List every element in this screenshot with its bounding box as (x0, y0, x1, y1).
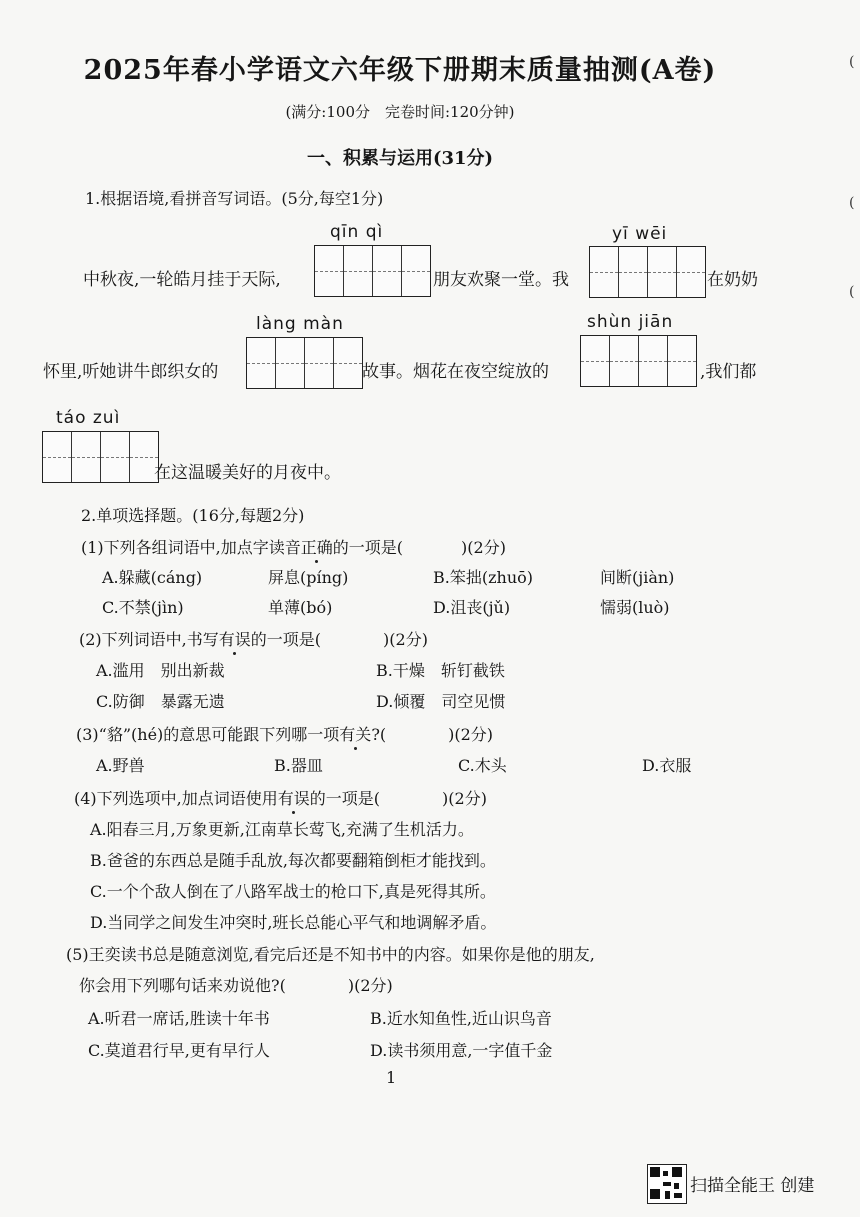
q2-2-stem: (2)下列词语中,书写有误的一项是( )(2分) (79, 627, 428, 650)
q2-5-option-d[interactable]: D.读书须用意,一字值千金 (370, 1041, 553, 1060)
q2-2-option-d[interactable]: D.倾覆 司空见惯 (376, 692, 506, 711)
q1-text-3: 在奶奶 (707, 270, 758, 290)
q1-text-4: 怀里,听她讲牛郎织女的 (43, 362, 219, 382)
q2-5-option-c[interactable]: C.莫道君行早,更有早行人 (88, 1041, 270, 1060)
q2-3-option-b[interactable]: B.器皿 (274, 756, 323, 775)
exam-subtitle: (满分:100分 完卷时间:120分钟) (285, 103, 515, 121)
q2-prompt: 2.单项选择题。(16分,每题2分) (81, 506, 305, 525)
qr-code-icon (647, 1164, 687, 1204)
pinyin-3: làng màn (256, 314, 344, 334)
q1-text-6: ,我们都 (700, 362, 757, 382)
q2-1-option-a2: 屏息(píng) (268, 568, 349, 587)
edge-mark: ( (849, 54, 855, 70)
q2-4-option-c[interactable]: C.一个个敌人倒在了八路军战士的枪口下,真是死得其所。 (90, 882, 496, 901)
pinyin-1: qīn qì (330, 222, 384, 242)
scanner-watermark: 扫描全能王 创建 (690, 1176, 815, 1196)
q1-text-2: 朋友欢聚一堂。我 (433, 270, 569, 290)
q2-1-stem: (1)下列各组词语中,加点字读音正确的一项是( )(2分) (81, 535, 506, 558)
emphasis-dots: 有误 (278, 786, 310, 809)
q1-text-7: 在这温暖美好的月夜中。 (154, 463, 341, 483)
q2-1-option-d2: 懦弱(luò) (600, 598, 670, 617)
q2-3-option-c[interactable]: C.木头 (458, 756, 507, 775)
answer-grid-1[interactable] (314, 245, 431, 297)
q2-1-option-d[interactable]: D.沮丧(jǔ) (433, 598, 511, 617)
answer-grid-4[interactable] (580, 335, 697, 387)
q2-5-option-b[interactable]: B.近水知鱼性,近山识鸟音 (370, 1009, 552, 1028)
q2-3-stem: (3)“貉”(hé)的意思可能跟下列哪一项有关?( )(2分) (76, 722, 493, 745)
q2-1-option-b2: 间断(jiàn) (600, 568, 675, 587)
q1-text-5: 故事。烟花在夜空绽放的 (362, 362, 549, 382)
emphasis-dots: 正确 (301, 535, 333, 558)
pinyin-4: shùn jiān (587, 312, 674, 332)
q2-1-option-b[interactable]: B.笨拙(zhuō) (433, 568, 534, 587)
pinyin-5: táo zuì (56, 408, 121, 428)
q2-5-stem: (5)王奕读书总是随意浏览,看完后还是不知书中的内容。如果你是他的朋友, (66, 945, 595, 964)
pinyin-2: yī wēi (612, 224, 668, 244)
q2-5-option-a[interactable]: A.听君一席话,胜读十年书 (88, 1009, 270, 1028)
q1-text-1: 中秋夜,一轮皓月挂于天际, (83, 270, 281, 290)
q2-2-option-a[interactable]: A.滥用 别出新裁 (96, 661, 225, 680)
edge-mark: ( (849, 284, 855, 300)
q2-2-option-c[interactable]: C.防御 暴露无遗 (96, 692, 225, 711)
answer-grid-5[interactable] (42, 431, 159, 483)
edge-mark: ( (849, 195, 855, 211)
q2-3-option-a[interactable]: A.野兽 (96, 756, 145, 775)
q2-4-option-b[interactable]: B.爸爸的东西总是随手乱放,每次都要翻箱倒柜才能找到。 (90, 851, 496, 870)
q2-5-stem-2: 你会用下列哪句话来劝说他?( )(2分) (79, 976, 393, 995)
exam-title: 2025年春小学语文六年级下册期末质量抽测(A卷) (83, 55, 717, 86)
q2-1-option-a[interactable]: A.躲藏(cáng) (102, 568, 203, 587)
q1-prompt: 1.根据语境,看拼音写词语。(5分,每空1分) (85, 189, 384, 208)
page-number: 1 (386, 1068, 397, 1087)
q2-4-option-a[interactable]: A.阳春三月,万象更新,江南草长莺飞,充满了生机活力。 (90, 820, 474, 839)
q2-1-option-c[interactable]: C.不禁(jìn) (102, 598, 184, 617)
section-heading: 一、积累与运用(31分) (306, 148, 494, 169)
q2-1-option-c2: 单薄(bó) (268, 598, 333, 617)
q2-3-option-d[interactable]: D.衣服 (642, 756, 692, 775)
q2-4-option-d[interactable]: D.当同学之间发生冲突时,班长总能心平气和地调解矛盾。 (90, 913, 497, 932)
answer-grid-2[interactable] (589, 246, 706, 298)
answer-grid-3[interactable] (246, 337, 363, 389)
q2-4-stem: (4)下列选项中,加点词语使用有误的一项是( )(2分) (74, 786, 487, 809)
emphasis-dots: 有误 (219, 627, 251, 650)
q2-2-option-b[interactable]: B.干燥 斩钉截铁 (376, 661, 505, 680)
emphasis-dots: 有关 (339, 722, 371, 745)
